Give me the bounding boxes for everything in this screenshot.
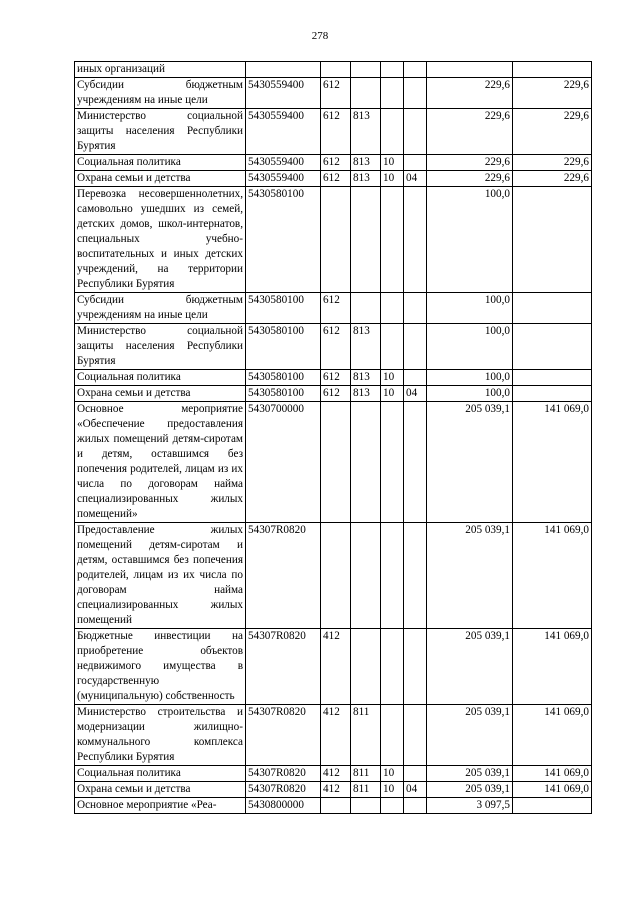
cell-expense-type: 412 [321, 629, 351, 705]
cell-section: 10 [381, 386, 404, 402]
cell-section [381, 798, 404, 814]
cell-amount-2 [513, 324, 592, 370]
cell-amount-1: 100,0 [427, 187, 513, 293]
cell-target-article: 5430559400 [246, 109, 321, 155]
cell-name: Основное мероприятие «Обеспечение предоставления жилых помещений детям-сиротам и детям, оставшимся без попечения родителей, лицам из их числа по договорам найма специализированных жилых помещений» [75, 402, 246, 523]
cell-subsection [404, 705, 427, 766]
table-row [75, 370, 592, 386]
budget-table [74, 61, 592, 814]
cell-target-article: 5430700000 [246, 402, 321, 523]
cell-expense-type: 412 [321, 766, 351, 782]
cell-target-article: 5430580100 [246, 187, 321, 293]
cell-amount-2: 141 069,0 [513, 402, 592, 523]
cell-administrator: 813 [351, 155, 381, 171]
cell-target-article: 5430559400 [246, 78, 321, 109]
cell-name: Основное мероприятие «Реа- [75, 798, 246, 814]
cell-expense-type [321, 523, 351, 629]
cell-expense-type [321, 798, 351, 814]
cell-subsection [404, 293, 427, 324]
cell-target-article: 5430559400 [246, 171, 321, 187]
cell-name: Социальная политика [75, 370, 246, 386]
cell-section [381, 629, 404, 705]
cell-amount-1: 205 039,1 [427, 523, 513, 629]
cell-amount-1: 100,0 [427, 370, 513, 386]
cell-amount-1: 229,6 [427, 155, 513, 171]
cell-amount-1: 100,0 [427, 386, 513, 402]
cell-subsection [404, 155, 427, 171]
cell-name: Министерство социальной защиты населения Республики Бурятия [75, 109, 246, 155]
cell-expense-type: 612 [321, 78, 351, 109]
cell-amount-2: 141 069,0 [513, 629, 592, 705]
cell-name: Перевозка несовершеннолетних, самовольно ушедших из семей, детских домов, школ-интернатов, специальных учебно-воспитательных и иных детских учреждений, на территории Республики Бурятия [75, 187, 246, 293]
cell-amount-2: 141 069,0 [513, 705, 592, 766]
cell-administrator: 813 [351, 171, 381, 187]
cell-name: Социальная политика [75, 155, 246, 171]
table-row [75, 293, 592, 324]
cell-expense-type [321, 62, 351, 78]
cell-amount-1: 205 039,1 [427, 766, 513, 782]
cell-subsection: 04 [404, 171, 427, 187]
table-row [75, 171, 592, 187]
table-row [75, 155, 592, 171]
cell-name: Охрана семьи и детства [75, 171, 246, 187]
cell-administrator: 813 [351, 324, 381, 370]
cell-subsection [404, 523, 427, 629]
table-row [75, 782, 592, 798]
cell-subsection [404, 402, 427, 523]
table-body [75, 62, 592, 814]
cell-expense-type: 612 [321, 386, 351, 402]
cell-target-article: 5430580100 [246, 324, 321, 370]
cell-target-article: 5430580100 [246, 293, 321, 324]
cell-amount-1: 205 039,1 [427, 629, 513, 705]
table-row [75, 705, 592, 766]
cell-target-article: 5430800000 [246, 798, 321, 814]
cell-amount-1: 100,0 [427, 293, 513, 324]
cell-expense-type [321, 187, 351, 293]
cell-subsection: 04 [404, 386, 427, 402]
cell-section [381, 187, 404, 293]
cell-amount-2 [513, 187, 592, 293]
cell-target-article: 54307R0820 [246, 705, 321, 766]
cell-amount-2: 229,6 [513, 155, 592, 171]
cell-expense-type [321, 402, 351, 523]
cell-expense-type: 612 [321, 171, 351, 187]
cell-section: 10 [381, 370, 404, 386]
cell-amount-2 [513, 293, 592, 324]
cell-amount-1: 205 039,1 [427, 705, 513, 766]
cell-section [381, 402, 404, 523]
cell-section: 10 [381, 782, 404, 798]
cell-amount-2 [513, 386, 592, 402]
cell-subsection [404, 109, 427, 155]
cell-name: Охрана семьи и детства [75, 386, 246, 402]
cell-target-article: 54307R0820 [246, 782, 321, 798]
cell-expense-type: 412 [321, 782, 351, 798]
cell-administrator [351, 293, 381, 324]
cell-section: 10 [381, 171, 404, 187]
cell-section [381, 293, 404, 324]
cell-amount-2: 229,6 [513, 78, 592, 109]
cell-amount-1: 205 039,1 [427, 782, 513, 798]
table-row [75, 62, 592, 78]
cell-section [381, 62, 404, 78]
cell-subsection: 04 [404, 782, 427, 798]
table-row [75, 109, 592, 155]
cell-name: Субсидии бюджетным учреждениям на иные цели [75, 78, 246, 109]
cell-amount-2: 141 069,0 [513, 766, 592, 782]
cell-section [381, 78, 404, 109]
table-row [75, 324, 592, 370]
table-row [75, 629, 592, 705]
table-row [75, 187, 592, 293]
cell-subsection [404, 324, 427, 370]
cell-name: Министерство строительства и модернизации жилищно-коммунального комплекса Республики Бурятия [75, 705, 246, 766]
cell-target-article: 54307R0820 [246, 523, 321, 629]
cell-administrator: 811 [351, 705, 381, 766]
cell-target-article: 54307R0820 [246, 766, 321, 782]
cell-target-article [246, 62, 321, 78]
cell-administrator [351, 629, 381, 705]
table-row [75, 386, 592, 402]
cell-administrator [351, 187, 381, 293]
cell-section [381, 324, 404, 370]
cell-section: 10 [381, 155, 404, 171]
cell-name: иных организаций [75, 62, 246, 78]
table-row [75, 523, 592, 629]
cell-administrator: 811 [351, 766, 381, 782]
cell-administrator [351, 523, 381, 629]
cell-amount-1: 3 097,5 [427, 798, 513, 814]
cell-subsection [404, 798, 427, 814]
cell-subsection [404, 78, 427, 109]
cell-subsection [404, 187, 427, 293]
cell-name: Предоставление жилых помещений детям-сиротам и детям, оставшимся без попечения родителей, лицам из их числа по договорам найма специализированных жилых помещений [75, 523, 246, 629]
cell-amount-2: 141 069,0 [513, 523, 592, 629]
cell-name: Субсидии бюджетным учреждениям на иные цели [75, 293, 246, 324]
cell-expense-type: 412 [321, 705, 351, 766]
cell-expense-type: 612 [321, 155, 351, 171]
cell-target-article: 5430559400 [246, 155, 321, 171]
table-row [75, 78, 592, 109]
cell-amount-1: 229,6 [427, 171, 513, 187]
cell-subsection [404, 62, 427, 78]
cell-administrator: 813 [351, 386, 381, 402]
cell-name: Социальная политика [75, 766, 246, 782]
cell-amount-1: 229,6 [427, 78, 513, 109]
cell-expense-type: 612 [321, 109, 351, 155]
cell-section [381, 705, 404, 766]
cell-amount-1: 205 039,1 [427, 402, 513, 523]
cell-target-article: 5430580100 [246, 386, 321, 402]
table-row [75, 402, 592, 523]
cell-amount-2 [513, 370, 592, 386]
cell-subsection [404, 629, 427, 705]
cell-section [381, 109, 404, 155]
cell-name: Охрана семьи и детства [75, 782, 246, 798]
cell-amount-1: 100,0 [427, 324, 513, 370]
cell-section [381, 523, 404, 629]
table-row [75, 766, 592, 782]
cell-expense-type: 612 [321, 370, 351, 386]
cell-administrator [351, 78, 381, 109]
cell-subsection [404, 370, 427, 386]
cell-target-article: 54307R0820 [246, 629, 321, 705]
cell-administrator: 813 [351, 370, 381, 386]
cell-administrator [351, 402, 381, 523]
cell-administrator: 813 [351, 109, 381, 155]
cell-amount-2: 229,6 [513, 171, 592, 187]
cell-section: 10 [381, 766, 404, 782]
cell-amount-2 [513, 62, 592, 78]
cell-administrator [351, 62, 381, 78]
table-row [75, 798, 592, 814]
cell-expense-type: 612 [321, 293, 351, 324]
cell-amount-1: 229,6 [427, 109, 513, 155]
cell-name: Бюджетные инвестиции на приобретение объектов недвижимого имущества в государственную (муниципальную) собственность [75, 629, 246, 705]
cell-subsection [404, 766, 427, 782]
cell-amount-2: 141 069,0 [513, 782, 592, 798]
page-number: 278 [311, 30, 329, 42]
cell-target-article: 5430580100 [246, 370, 321, 386]
cell-amount-1 [427, 62, 513, 78]
cell-amount-2 [513, 798, 592, 814]
cell-administrator [351, 798, 381, 814]
cell-amount-2: 229,6 [513, 109, 592, 155]
cell-administrator: 811 [351, 782, 381, 798]
cell-expense-type: 612 [321, 324, 351, 370]
cell-name: Министерство социальной защиты населения Республики Бурятия [75, 324, 246, 370]
